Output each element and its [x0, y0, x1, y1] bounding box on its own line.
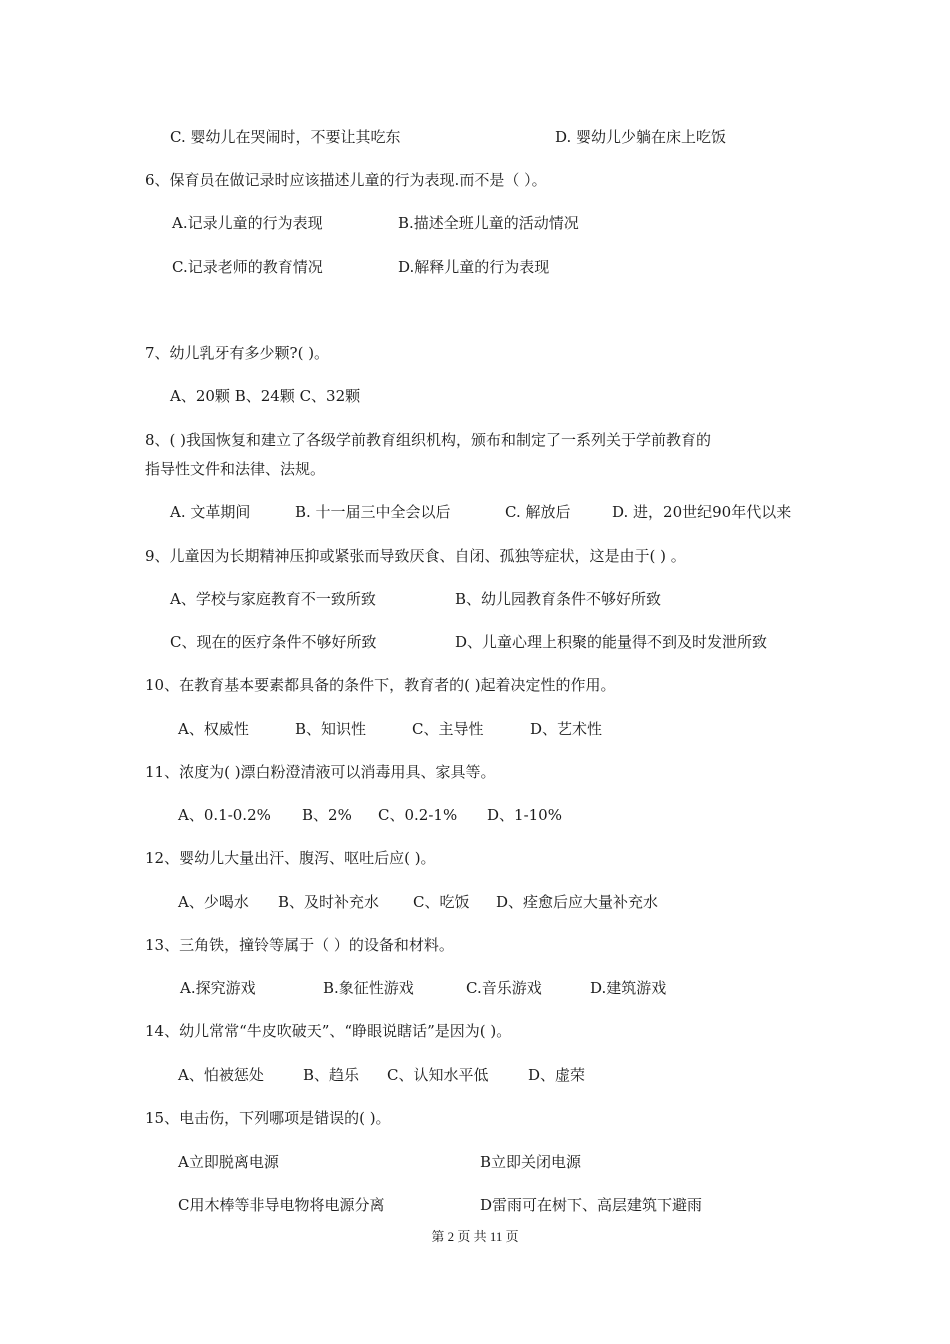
- q15-stem: 15、电击伤，下列哪项是错误的( )。: [145, 1109, 391, 1127]
- q8-option-a: A. 文革期间: [170, 503, 251, 521]
- q8-stem-line2: 指导性文件和法律、法规。: [145, 460, 326, 478]
- q6-option-d: D.解释儿童的行为表现: [398, 258, 550, 276]
- q15-option-c: C用木棒等非导电物将电源分离: [178, 1196, 385, 1214]
- q11-option-d: D、1-10%: [487, 806, 562, 824]
- q10-option-c: C、主导性: [412, 720, 484, 738]
- q6-option-b: B.描述全班儿童的活动情况: [398, 214, 579, 232]
- q10-option-d: D、艺术性: [530, 720, 603, 738]
- q6-stem: 6、保育员在做记录时应该描述儿童的行为表现.而不是（ ）。: [145, 171, 547, 189]
- q15-option-d: D雷雨可在树下、高层建筑下避雨: [480, 1196, 703, 1214]
- q10-stem: 10、在教育基本要素都具备的条件下，教育者的( )起着决定性的作用。: [145, 676, 616, 694]
- q11-option-b: B、2%: [302, 806, 352, 824]
- q12-option-a: A、少喝水: [178, 893, 249, 911]
- q11-option-a: A、0.1-0.2%: [178, 806, 271, 824]
- page-footer: 第 2 页 共 11 页: [431, 1229, 519, 1244]
- q6-option-a: A.记录儿童的行为表现: [172, 214, 323, 232]
- q14-option-b: B、趋乐: [303, 1066, 360, 1084]
- q12-stem: 12、婴幼儿大量出汗、腹泻、呕吐后应( )。: [145, 849, 436, 867]
- q15-option-b: B立即关闭电源: [480, 1153, 582, 1171]
- q11-option-c: C、0.2-1%: [378, 806, 458, 824]
- q10-option-b: B、知识性: [295, 720, 367, 738]
- q8-option-b: B. 十一届三中全会以后: [295, 503, 451, 521]
- q14-option-c: C、认知水平低: [387, 1066, 489, 1084]
- q12-option-b: B、及时补充水: [278, 893, 380, 911]
- q13-option-b: B.象征性游戏: [323, 979, 414, 997]
- q11-stem: 11、浓度为( )漂白粉澄清液可以消毒用具、家具等。: [145, 763, 496, 781]
- q8-option-d: D. 进，20世纪90年代以来: [612, 503, 792, 521]
- q9-stem: 9、儿童因为长期精神压抑或紧张而导致厌食、自闭、孤独等症状，这是由于( ) 。: [145, 547, 686, 565]
- q12-option-c: C、吃饭: [413, 893, 470, 911]
- q9-option-b: B、幼儿园教育条件不够好所致: [455, 590, 662, 608]
- q9-option-c: C、现在的医疗条件不够好所致: [170, 633, 377, 651]
- q7-stem: 7、幼儿乳牙有多少颗?( )。: [145, 344, 330, 362]
- q10-option-a: A、权威性: [178, 720, 249, 738]
- q13-option-d: D.建筑游戏: [590, 979, 667, 997]
- q14-stem: 14、幼儿常常“牛皮吹破天”、“睁眼说瞎话”是因为( )。: [145, 1022, 512, 1040]
- q7-options: A、20颗 B、24颗 C、32颗: [170, 387, 361, 405]
- q9-option-d: D、儿童心理上积聚的能量得不到及时发泄所致: [455, 633, 768, 651]
- q5-option-c: C. 婴幼儿在哭闹时，不要让其吃东: [170, 128, 401, 146]
- q9-option-a: A、学校与家庭教育不一致所致: [170, 590, 376, 608]
- q13-option-c: C.音乐游戏: [466, 979, 542, 997]
- q14-option-d: D、虚荣: [528, 1066, 586, 1084]
- q6-option-c: C.记录老师的教育情况: [172, 258, 323, 276]
- q14-option-a: A、怕被惩处: [178, 1066, 264, 1084]
- q15-option-a: A立即脱离电源: [178, 1153, 279, 1171]
- q13-stem: 13、三角铁，撞铃等属于（ ）的设备和材料。: [145, 936, 454, 954]
- q5-option-d: D. 婴幼儿少躺在床上吃饭: [555, 128, 727, 146]
- q12-option-d: D、痊愈后应大量补充水: [496, 893, 659, 911]
- q13-option-a: A.探究游戏: [180, 979, 256, 997]
- q8-stem-line1: 8、( )我国恢复和建立了各级学前教育组织机构，颁布和制定了一系列关于学前教育的: [145, 431, 712, 449]
- q8-option-c: C. 解放后: [505, 503, 571, 521]
